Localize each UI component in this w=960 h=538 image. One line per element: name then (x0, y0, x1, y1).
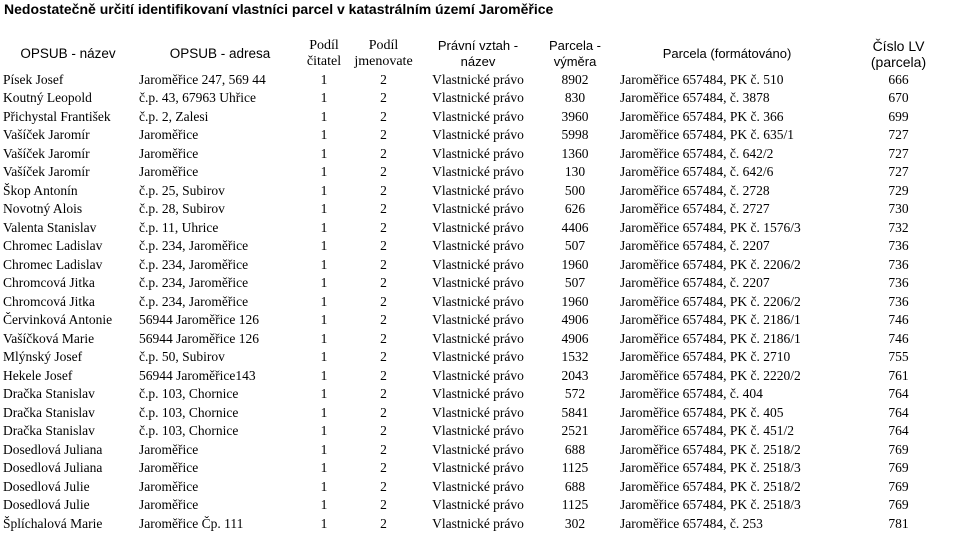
cell-podil-jmenovatel: 2 (380, 515, 387, 531)
cell-opsub-adresa: č.p. 2, Zalesi (139, 108, 209, 124)
header-podil-jmenovatel-line2: jmenovate (354, 54, 413, 69)
cell-pravni-vztah: Vlastnické právo (432, 108, 524, 124)
cell-podil-citatel: 1 (320, 182, 328, 198)
cell-cislo-lv: 761 (888, 367, 909, 383)
cell-podil-jmenovatel: 2 (380, 219, 387, 235)
cell-parcela-vymera: 2043 (561, 367, 589, 383)
table-row (0, 182, 960, 201)
cell-podil-citatel: 1 (320, 441, 328, 457)
table-row (0, 459, 960, 478)
cell-parcela-formatovano: Jaroměřice 657484, č. 2727 (620, 201, 770, 217)
cell-podil-citatel: 1 (320, 497, 328, 513)
cell-parcela-vymera: 626 (564, 201, 586, 217)
cell-pravni-vztah: Vlastnické právo (432, 201, 524, 217)
header-podil-citatel-line2: čitatel (306, 54, 342, 69)
cell-parcela-vymera: 4406 (561, 219, 589, 235)
table-row (0, 478, 960, 497)
cell-pravni-vztah: Vlastnické právo (432, 238, 524, 254)
cell-podil-jmenovatel: 2 (380, 201, 387, 217)
cell-podil-jmenovatel: 2 (380, 127, 387, 143)
cell-cislo-lv: 769 (888, 460, 909, 476)
header-pravni-vztah (423, 37, 533, 71)
cell-podil-citatel: 1 (320, 386, 328, 402)
cell-pravni-vztah: Vlastnické právo (432, 404, 524, 420)
cell-pravni-vztah: Vlastnické právo (432, 478, 524, 494)
cell-opsub-adresa: č.p. 234, Jaroměřice (139, 238, 249, 254)
cell-opsub-nazev: Škop Antonín (3, 182, 78, 198)
cell-parcela-formatovano: Jaroměřice 657484, PK č. 2206/2 (620, 293, 801, 309)
cell-opsub-adresa: č.p. 28, Subirov (139, 201, 225, 217)
cell-pravni-vztah: Vlastnické právo (432, 367, 524, 383)
table-row (0, 71, 960, 89)
header-opsub-nazev: OPSUB - název (20, 46, 116, 61)
cell-parcela-formatovano: Jaroměřice 657484, PK č. 2518/3 (620, 497, 801, 513)
cell-pravni-vztah: Vlastnické právo (432, 90, 524, 106)
cell-podil-citatel: 1 (320, 72, 328, 87)
cell-parcela-formatovano: Jaroměřice 657484, PK č. 635/1 (620, 127, 794, 143)
cell-podil-citatel: 1 (320, 201, 328, 217)
cell-pravni-vztah: Vlastnické právo (432, 256, 524, 272)
cell-podil-citatel: 1 (320, 423, 328, 439)
cell-parcela-formatovano: Jaroměřice 657484, č. 3878 (620, 90, 770, 106)
cell-opsub-adresa: č.p. 43, 67963 Uhřice (139, 90, 256, 106)
cell-cislo-lv: 736 (888, 256, 909, 272)
table-row (0, 256, 960, 275)
header-podil-jmenovatel-line1: Podíl (368, 38, 399, 53)
cell-parcela-formatovano: Jaroměřice 657484, č. 642/6 (620, 164, 774, 180)
table-row (0, 367, 960, 386)
cell-opsub-adresa: Jaroměřice (139, 497, 199, 513)
table-body (0, 71, 960, 533)
header-podil-jmenovatel (344, 37, 423, 71)
cell-opsub-adresa: Jaroměřice 247, 569 44 (139, 72, 266, 87)
cell-podil-jmenovatel: 2 (380, 108, 387, 124)
cell-parcela-vymera: 507 (564, 275, 586, 291)
cell-podil-jmenovatel: 2 (380, 386, 387, 402)
cell-opsub-nazev: Dosedlová Julie (3, 497, 90, 513)
table-row (0, 330, 960, 349)
cell-parcela-formatovano: Jaroměřice 657484, PK č. 2206/2 (620, 256, 801, 272)
cell-cislo-lv: 670 (888, 90, 909, 106)
cell-cislo-lv: 764 (888, 404, 909, 420)
cell-cislo-lv: 781 (888, 515, 909, 531)
cell-parcela-formatovano: Jaroměřice 657484, PK č. 2220/2 (620, 367, 801, 383)
cell-podil-citatel: 1 (320, 367, 328, 383)
cell-parcela-formatovano: Jaroměřice 657484, PK č. 510 (620, 72, 784, 87)
cell-opsub-nazev: Valenta Stanislav (3, 219, 97, 235)
cell-parcela-formatovano: Jaroměřice 657484, PK č. 451/2 (620, 423, 794, 439)
cell-cislo-lv: 736 (888, 293, 909, 309)
cell-opsub-adresa: Jaroměřice (139, 460, 199, 476)
header-opsub-adresa: OPSUB - adresa (169, 46, 271, 61)
cell-podil-citatel: 1 (320, 312, 328, 328)
cell-parcela-formatovano: Jaroměřice 657484, č. 253 (620, 515, 763, 531)
cell-parcela-vymera: 500 (564, 182, 586, 198)
cell-parcela-formatovano: Jaroměřice 657484, č. 404 (620, 386, 763, 402)
cell-podil-citatel: 1 (320, 164, 328, 180)
cell-opsub-nazev: Mlýnský Josef (3, 349, 83, 365)
table-row (0, 237, 960, 256)
cell-parcela-vymera: 2521 (561, 423, 589, 439)
cell-pravni-vztah: Vlastnické právo (432, 386, 524, 402)
cell-cislo-lv: 764 (888, 386, 909, 402)
cell-cislo-lv: 769 (888, 478, 909, 494)
cell-podil-citatel: 1 (320, 349, 328, 365)
cell-podil-citatel: 1 (320, 460, 328, 476)
cell-podil-jmenovatel: 2 (380, 90, 387, 106)
table-row (0, 311, 960, 330)
cell-pravni-vztah: Vlastnické právo (432, 330, 524, 346)
cell-opsub-nazev: Vašíčková Marie (3, 330, 95, 346)
table-row (0, 515, 960, 534)
cell-parcela-formatovano: Jaroměřice 657484, PK č. 1576/3 (620, 219, 801, 235)
cell-opsub-nazev: Dosedlová Julie (3, 478, 90, 494)
cell-opsub-adresa: Jaroměřice (139, 164, 199, 180)
table-row (0, 441, 960, 460)
cell-opsub-nazev: Přichystal František (3, 108, 111, 124)
cell-opsub-adresa: Jaroměřice (139, 127, 199, 143)
cell-opsub-nazev: Dosedlová Juliana (3, 460, 103, 476)
header-pravni-vztah-line2: název (460, 54, 496, 69)
table-row (0, 108, 960, 127)
table-row (0, 274, 960, 293)
cell-parcela-formatovano: Jaroměřice 657484, č. 2728 (620, 182, 770, 198)
cell-pravni-vztah: Vlastnické právo (432, 460, 524, 476)
cell-parcela-vymera: 130 (564, 164, 586, 180)
cell-cislo-lv: 746 (888, 330, 909, 346)
cell-pravni-vztah: Vlastnické právo (432, 275, 524, 291)
cell-podil-jmenovatel: 2 (380, 441, 387, 457)
cell-opsub-adresa: č.p. 103, Chornice (139, 404, 239, 420)
cell-cislo-lv: 736 (888, 238, 909, 254)
table-row (0, 126, 960, 145)
header-podil-citatel (304, 37, 344, 71)
cell-parcela-vymera: 1125 (561, 497, 589, 513)
cell-opsub-adresa: č.p. 11, Uhrice (139, 219, 219, 235)
cell-opsub-nazev: Novotný Alois (3, 201, 83, 217)
header-cislo-lv (837, 37, 960, 71)
cell-opsub-adresa: 56944 Jaroměřice 126 (139, 312, 259, 328)
cell-podil-citatel: 1 (320, 219, 328, 235)
cell-opsub-nazev: Dosedlová Juliana (3, 441, 103, 457)
cell-parcela-vymera: 4906 (561, 312, 589, 328)
cell-cislo-lv: 764 (888, 423, 909, 439)
cell-opsub-adresa: Jaroměřice Čp. 111 (139, 515, 244, 531)
cell-podil-citatel: 1 (320, 108, 328, 124)
cell-opsub-nazev: Chromec Ladislav (3, 238, 103, 254)
table-row (0, 163, 960, 182)
cell-opsub-adresa: č.p. 103, Chornice (139, 386, 239, 402)
header-parcela-vymera (533, 37, 617, 71)
cell-podil-citatel: 1 (320, 145, 328, 161)
cell-opsub-nazev: Chromcová Jitka (3, 275, 95, 291)
cell-pravni-vztah: Vlastnické právo (432, 515, 524, 531)
cell-opsub-nazev: Koutný Leopold (3, 90, 92, 106)
cell-parcela-vymera: 1960 (561, 256, 589, 272)
cell-podil-citatel: 1 (320, 404, 328, 420)
cell-podil-citatel: 1 (320, 256, 328, 272)
header-parcela-vymera-line1: Parcela - (548, 38, 602, 53)
cell-opsub-nazev: Šplíchalová Marie (3, 515, 103, 531)
cell-parcela-vymera: 1960 (561, 293, 589, 309)
cell-podil-jmenovatel: 2 (380, 256, 387, 272)
cell-podil-jmenovatel: 2 (380, 238, 387, 254)
cell-cislo-lv: 732 (888, 219, 909, 235)
cell-parcela-vymera: 688 (564, 441, 586, 457)
cell-opsub-adresa: 56944 Jaroměřice 126 (139, 330, 259, 346)
cell-parcela-formatovano: Jaroměřice 657484, PK č. 2710 (620, 349, 791, 365)
cell-cislo-lv: 729 (888, 182, 909, 198)
cell-podil-jmenovatel: 2 (380, 404, 387, 420)
cell-parcela-formatovano: Jaroměřice 657484, PK č. 2518/2 (620, 441, 801, 457)
cell-opsub-adresa: č.p. 103, Chornice (139, 423, 239, 439)
cell-cislo-lv: 666 (888, 72, 909, 87)
cell-pravni-vztah: Vlastnické právo (432, 164, 524, 180)
cell-parcela-vymera: 8902 (561, 72, 589, 87)
cell-pravni-vztah: Vlastnické právo (432, 127, 524, 143)
cell-podil-citatel: 1 (320, 515, 328, 531)
cell-opsub-adresa: Jaroměřice (139, 441, 199, 457)
cell-podil-jmenovatel: 2 (380, 293, 387, 309)
cell-opsub-nazev: Hekele Josef (3, 367, 73, 383)
cell-parcela-formatovano: Jaroměřice 657484, PK č. 2518/3 (620, 460, 801, 476)
table-row (0, 200, 960, 219)
cell-podil-jmenovatel: 2 (380, 367, 387, 383)
cell-parcela-vymera: 1360 (561, 145, 589, 161)
cell-opsub-adresa: Jaroměřice (139, 145, 199, 161)
cell-cislo-lv: 727 (888, 164, 909, 180)
cell-podil-citatel: 1 (320, 478, 328, 494)
table-row (0, 385, 960, 404)
cell-opsub-adresa: č.p. 50, Subirov (139, 349, 225, 365)
cell-parcela-vymera: 1532 (561, 349, 589, 365)
cell-opsub-nazev: Červinková Antonie (3, 312, 113, 328)
cell-podil-jmenovatel: 2 (380, 497, 387, 513)
cell-pravni-vztah: Vlastnické právo (432, 312, 524, 328)
cell-opsub-nazev: Vašíček Jaromír (3, 164, 90, 180)
cell-parcela-formatovano: Jaroměřice 657484, PK č. 2186/1 (620, 312, 801, 328)
page-title: Nedostatečně určití identifikovaní vlastníci parcel v katastrálním území Jaroměřice (4, 1, 554, 17)
cell-parcela-vymera: 5841 (561, 404, 589, 420)
cell-cislo-lv: 769 (888, 497, 909, 513)
cell-opsub-nazev: Vašíček Jaromír (3, 127, 90, 143)
cell-pravni-vztah: Vlastnické právo (432, 72, 524, 87)
cell-cislo-lv: 727 (888, 145, 909, 161)
cell-podil-jmenovatel: 2 (380, 460, 387, 476)
cell-podil-jmenovatel: 2 (380, 330, 387, 346)
cell-parcela-vymera: 3960 (561, 108, 589, 124)
header-cislo-lv-line1: Číslo LV (872, 38, 925, 54)
cell-podil-citatel: 1 (320, 238, 328, 254)
cell-podil-jmenovatel: 2 (380, 182, 387, 198)
cell-parcela-vymera: 507 (564, 238, 586, 254)
cell-parcela-vymera: 302 (564, 515, 586, 531)
cell-podil-jmenovatel: 2 (380, 312, 387, 328)
cell-opsub-nazev: Dračka Stanislav (3, 423, 95, 439)
cell-parcela-formatovano: Jaroměřice 657484, PK č. 2186/1 (620, 330, 801, 346)
header-pravni-vztah-line1: Právní vztah - (437, 38, 519, 53)
table-row (0, 496, 960, 515)
cell-opsub-nazev: Písek Josef (3, 72, 64, 87)
cell-parcela-vymera: 4906 (561, 330, 589, 346)
cell-pravni-vztah: Vlastnické právo (432, 441, 524, 457)
table-row (0, 145, 960, 164)
cell-opsub-nazev: Vašíček Jaromír (3, 145, 90, 161)
cell-opsub-nazev: Dračka Stanislav (3, 404, 95, 420)
cell-cislo-lv: 699 (888, 108, 909, 124)
cell-podil-citatel: 1 (320, 90, 328, 106)
cell-parcela-formatovano: Jaroměřice 657484, PK č. 2518/2 (620, 478, 801, 494)
cell-opsub-adresa: č.p. 234, Jaroměřice (139, 293, 249, 309)
table-row (0, 293, 960, 312)
table-row (0, 219, 960, 238)
cell-podil-jmenovatel: 2 (380, 349, 387, 365)
cell-podil-citatel: 1 (320, 330, 328, 346)
cell-podil-citatel: 1 (320, 293, 328, 309)
cell-pravni-vztah: Vlastnické právo (432, 182, 524, 198)
cell-podil-jmenovatel: 2 (380, 478, 387, 494)
cell-parcela-formatovano: Jaroměřice 657484, č. 2207 (620, 238, 770, 254)
header-cislo-lv-line2: (parcela) (870, 54, 927, 70)
cell-parcela-vymera: 5998 (561, 127, 589, 143)
cell-pravni-vztah: Vlastnické právo (432, 497, 524, 513)
cell-opsub-nazev: Chromec Ladislav (3, 256, 103, 272)
cell-cislo-lv: 769 (888, 441, 909, 457)
cell-pravni-vztah: Vlastnické právo (432, 349, 524, 365)
cell-parcela-vymera: 572 (564, 386, 586, 402)
cell-parcela-formatovano: Jaroměřice 657484, č. 642/2 (620, 145, 774, 161)
cell-opsub-nazev: Chromcová Jitka (3, 293, 95, 309)
cell-podil-jmenovatel: 2 (380, 72, 387, 87)
cell-parcela-formatovano: Jaroměřice 657484, PK č. 405 (620, 404, 784, 420)
cell-opsub-adresa: Jaroměřice (139, 478, 199, 494)
cell-opsub-adresa: č.p. 234, Jaroměřice (139, 275, 249, 291)
cell-podil-jmenovatel: 2 (380, 275, 387, 291)
cell-parcela-formatovano: Jaroměřice 657484, č. 2207 (620, 275, 770, 291)
cell-podil-jmenovatel: 2 (380, 164, 387, 180)
cell-parcela-vymera: 688 (564, 478, 586, 494)
cell-opsub-adresa: č.p. 234, Jaroměřice (139, 256, 249, 272)
cell-pravni-vztah: Vlastnické právo (432, 423, 524, 439)
cell-podil-jmenovatel: 2 (380, 145, 387, 161)
table-header-row (0, 37, 960, 71)
cell-pravni-vztah: Vlastnické právo (432, 219, 524, 235)
cell-cislo-lv: 730 (888, 201, 909, 217)
cell-cislo-lv: 727 (888, 127, 909, 143)
cell-parcela-vymera: 1125 (561, 460, 589, 476)
table-row (0, 404, 960, 423)
parcel-owners-table (0, 37, 960, 533)
header-parcela-formatovano: Parcela (formátováno) (662, 46, 792, 61)
cell-cislo-lv: 746 (888, 312, 909, 328)
cell-parcela-vymera: 830 (564, 90, 586, 106)
cell-cislo-lv: 736 (888, 275, 909, 291)
table-row (0, 422, 960, 441)
cell-pravni-vztah: Vlastnické právo (432, 145, 524, 161)
cell-podil-citatel: 1 (320, 275, 328, 291)
cell-opsub-nazev: Dračka Stanislav (3, 386, 95, 402)
header-parcela-vymera-line2: výměra (553, 54, 597, 69)
cell-pravni-vztah: Vlastnické právo (432, 293, 524, 309)
cell-opsub-adresa: č.p. 25, Subirov (139, 182, 225, 198)
cell-cislo-lv: 755 (888, 349, 909, 365)
cell-podil-citatel: 1 (320, 127, 328, 143)
table-row (0, 348, 960, 367)
header-podil-citatel-line1: Podíl (309, 38, 339, 53)
table-row (0, 89, 960, 108)
cell-opsub-adresa: 56944 Jaroměřice143 (139, 367, 256, 383)
cell-parcela-formatovano: Jaroměřice 657484, PK č. 366 (620, 108, 784, 124)
cell-podil-jmenovatel: 2 (380, 423, 387, 439)
